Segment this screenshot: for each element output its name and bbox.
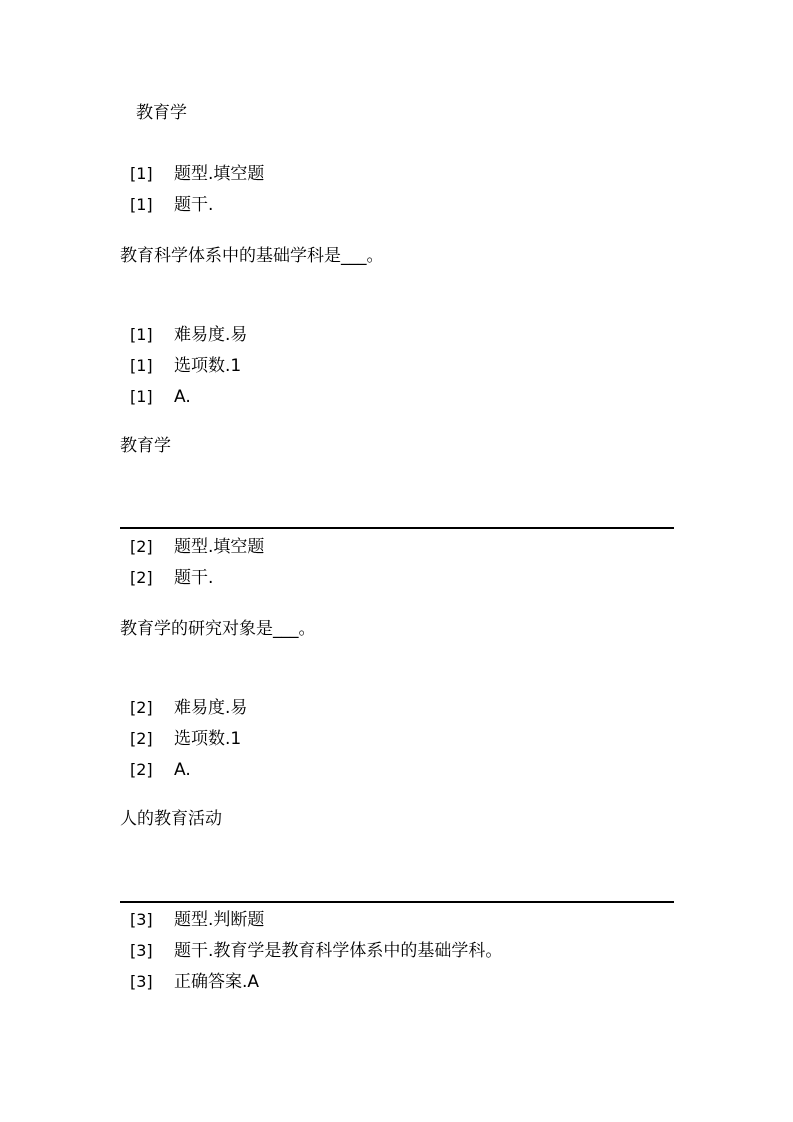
question-option-label: A. <box>174 387 191 407</box>
question-number: [2] <box>130 698 153 717</box>
question-difficulty: 难易度.易 <box>174 325 248 345</box>
question-option-label: A. <box>174 760 191 780</box>
question-correct-answer: 正确答案.A <box>174 972 260 992</box>
question-number: [3] <box>130 941 153 960</box>
question-divider <box>120 901 674 903</box>
question-number: [3] <box>130 910 153 929</box>
question-number: [3] <box>130 972 153 991</box>
question-type: 题型.填空题 <box>174 537 265 557</box>
question-number: [1] <box>130 387 153 406</box>
question-number: [2] <box>130 537 153 556</box>
question-stem-label: 题干.教育学是教育科学体系中的基础学科。 <box>174 941 503 961</box>
question-number: [2] <box>130 568 153 587</box>
question-stem-label: 题干. <box>174 195 214 215</box>
question-option-count: 选项数.1 <box>174 729 242 749</box>
question-number: [1] <box>130 356 153 375</box>
question-number: [2] <box>130 729 153 748</box>
question-answer-text: 教育学 <box>120 436 171 456</box>
question-divider <box>120 527 674 529</box>
question-answer-text: 人的教育活动 <box>120 809 222 829</box>
document-title: 教育学 <box>136 103 187 123</box>
question-option-count: 选项数.1 <box>174 356 242 376</box>
question-type: 题型.填空题 <box>174 164 265 184</box>
question-number: [2] <box>130 760 153 779</box>
question-type: 题型.判断题 <box>174 910 265 930</box>
question-difficulty: 难易度.易 <box>174 698 248 718</box>
question-stem-label: 题干. <box>174 568 214 588</box>
question-stem-text: 教育科学体系中的基础学科是___。 <box>120 246 384 266</box>
question-number: [1] <box>130 164 153 183</box>
question-number: [1] <box>130 325 153 344</box>
question-stem-text: 教育学的研究对象是___。 <box>120 619 316 639</box>
question-number: [1] <box>130 195 153 214</box>
